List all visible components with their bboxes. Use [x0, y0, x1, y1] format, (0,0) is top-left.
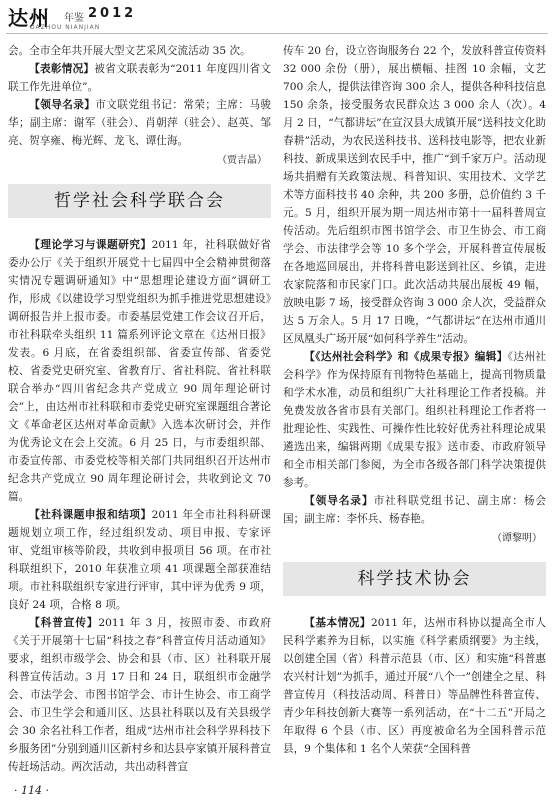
subheading: 【《达州社会科学》和《成果专报》编辑】 [304, 351, 508, 363]
paragraph: 【基本情况】2011 年，达州市科协以提高全市人民科学素养为目标，以实施《科学素质纲要》为主线，以创建全国（省）科普示范县（市、区）和实施“科普惠农兴村计划”为抓手，通过开展“八个一”创建全之星、科普宣传月（科技活动周、科普日）等品牌性科普宣传、青少年科技创新大赛等一系列活动，在“十二五”开局之年取得 6 个县（市、区）再度被命名为全国科普示范县，9 个集体和 1 名个人荣获“全国科普 [283, 617, 547, 755]
header-divider [6, 33, 548, 34]
page-number: · 114 · [14, 784, 49, 797]
yearbook-english: DAZHOU NIANJIAN [30, 24, 101, 31]
paragraph: 【科普宣传】2011 年 3 月，按照市委、市政府《关于开展第十七届“科技之春”科普宣传月活动通知》要求，组织市级学会、协会和县（市、区）社科联开展科普宣传活动。3 月 17 日和 24 日，联组织市金融学会、市法学会、市图书馆学会、市计生协会、市工商学会、市卫生学会和通川区、达县社科联以及有关县级学会 30 余名社科工作者，组成“达州市社会科学界科技下乡服务团”分别到通川区新村乡和达县亭家镇开展科普宣传赶场活动。两次活动，共出动科普宣 [8, 617, 271, 773]
section-title: 科学技术协会 [283, 562, 546, 596]
page-header [0, 0, 554, 36]
paragraph: 【领导名录】市社科联党组书记、副主席：杨会国；副主席：李怀兵、杨春艳。 [283, 495, 547, 525]
author-signature: （谭黎明） [492, 533, 542, 544]
paragraph: 会。全市全年共开展大型文艺采风交流活动 35 次。 [8, 45, 251, 57]
paragraph: 【社科课题申报和结项】2011 年全市社科科研课题规划立项工作，经过组织发动、项目申报、专家评审、党组审核等阶段，共收到申报项目 56 项。在市社科联组织下，2010 年获准立项 41 项课题全部获准结项。市社科联组织专家进行评审，其中评为优秀 9 项，良好 24 项，合格 8 项。 [8, 509, 271, 611]
subheading: 【理论学习与课题研究】 [29, 239, 152, 251]
subheading: 【表彰情况】 [29, 63, 95, 75]
subheading: 【领导名录】 [29, 99, 96, 111]
section-title: 哲学社会科学联合会 [8, 184, 271, 218]
yearbook-label: 年鉴 [64, 13, 84, 24]
paragraph: 【《达州社会科学》和《成果专报》编辑】《达州社会科学》作为保持原有刊物特色基础上，提高刊物质量和学术水准，动员和组织广大社科理论工作者投稿。并免费发放各省市县有关部门。组织社科理论工作者将一批理论性、实践性、可操作性比较好优秀社科理论成果遴选出来，编辑两期《成果专报》送市委、市政府领导和全市相关部门参阅，为全市各级各部门科学决策提供参考。 [283, 351, 547, 489]
paragraph: 传车 20 台，设立咨询服务台 22 个，发放科普宣传资料 32 000 余份（册），展出横幅、挂图 10 余幅，文艺 700 余人，提供法律咨询 300 余人，提供各种科技信息 150 余条，接受服务农民群众达 3 000 余人（次）。4 月 2 日，“气都讲坛”在宣汉县大成镇开展“送科技文化助春耕”活动，为农民送科技书、送科技电影等，把农业新科技、新成果送到农民手中，推广“到千家万户。活动现场共捐赠有关政策法规、科普知识、实用技术、文学艺术等方面科技书 40 余种，共 200 多册，总价值约 3 千元。5 月，组织开展为期一周达州市第十一届科普周宣传活动。先后组织市图书馆学会、市卫生协会、市工商学会、市法律学会等 10 多个学会，开展科普宣传展板在各地巡回展出，并将科普电影送到社区、乡镇，走进农家院落和市民家门口。此次活动共展出展板 49 幅，放映电影 7 场，接受群众咨询 3 000 余人次，受益群众达 5 万余人。5 月 17 日晚，“气都讲坛”在达州市通川区凤凰头广场开展“如何科学养生”活动。 [283, 45, 546, 345]
author-signature: （贾吉晶） [217, 155, 267, 166]
left-column [8, 42, 271, 776]
subheading: 【领导名录】 [304, 495, 374, 507]
yearbook-logo: 达州 [8, 6, 50, 30]
right-column [283, 42, 546, 758]
paragraph: 【表彰情况】被省文联表彰为“2011 年度四川省文联工作先进单位”。 [8, 63, 271, 93]
yearbook-year: 2012 [88, 6, 137, 21]
paragraph: 【理论学习与课题研究】2011 年，社科联做好省委办公厅《关于组织开展党十七届四中全会精神贯彻落实情况专题调研通知》中“思想理论建设方面”调研工作，形成《以建设学习型党组织为抓手推进党思想建设》调研报告并上报市委。市委基层党建工作会议召开后，市社科联牵头组织 11 篇系列评论文章在《达州日报》发表。6 月底，在省委组织部、省委宣传部、省委党校、省委党史研究室、省教育厅、省社科院、省社科联联合举办“四川省纪念共产党成立 90 周年理论研讨会”上，由达州市社科联和市委党史研究室课题组合著论文《革命老区达州对革命贡献》入选本次研讨会，并作为优秀论文在会上交流。6 月 25 日，与市委组织部、市委宣传部、市委党校等相关部门共同组织召开达州市纪念共产党成立 90 周年理论研讨会，共收到论文 70 篇。 [8, 239, 271, 503]
subheading: 【社科课题申报和结项】 [29, 509, 152, 521]
subheading: 【科普宣传】 [29, 617, 99, 629]
subheading: 【基本情况】 [304, 617, 371, 629]
paragraph: 【领导名录】市文联党组书记：常荣；主席：马骏华；副主席：谢军（驻会）、肖朝萍（驻会）、赵英、邹亮、贺享雍、梅光辉、龙飞、谭仕海。 [8, 99, 271, 147]
